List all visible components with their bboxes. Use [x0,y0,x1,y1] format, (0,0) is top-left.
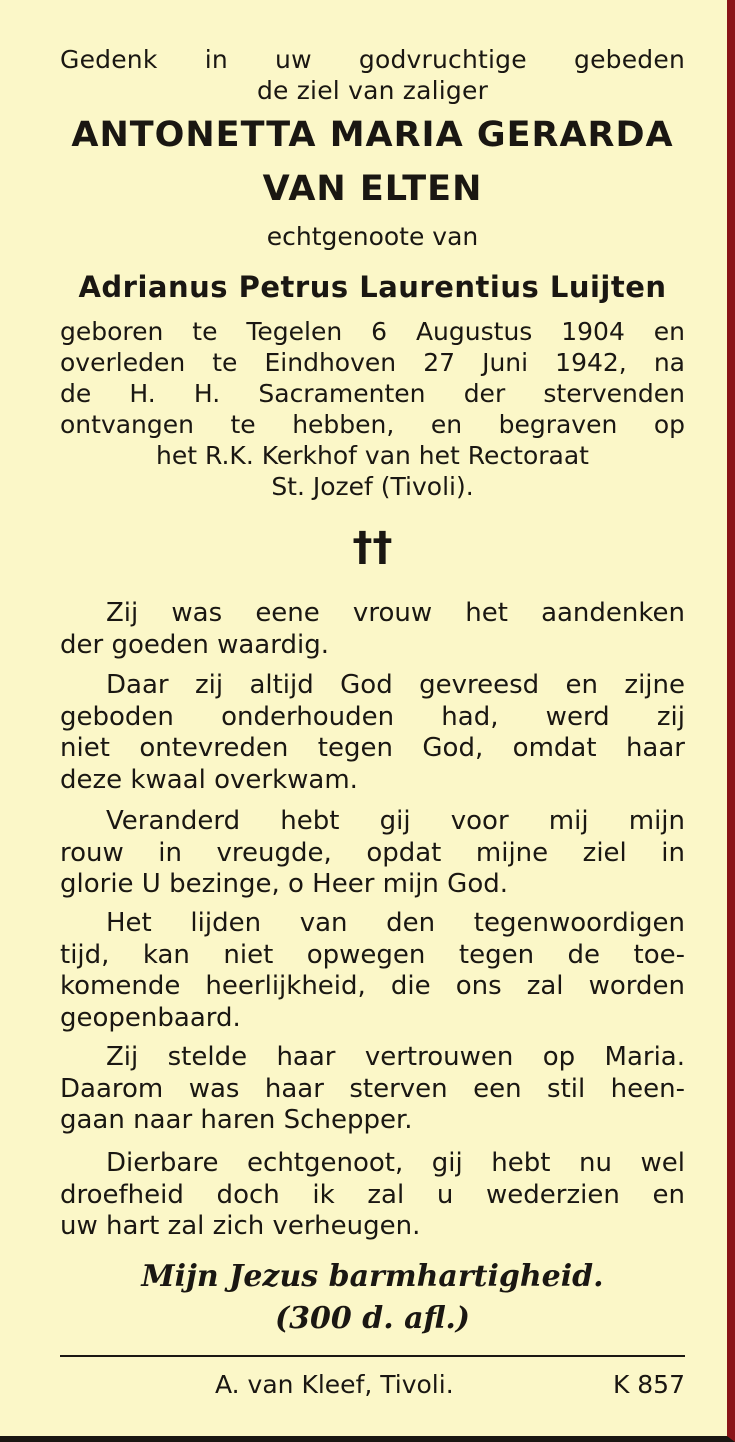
intro-line-2: de ziel van zaliger [256,76,489,105]
verse-2 [60,670,685,796]
verse-line: rouw in vreugde, opdat mijne ziel in [60,837,685,868]
verse-1 [60,598,685,661]
prayer [60,1256,685,1340]
prayer-line-1: Mijn Jezus barmhartigheid. [141,1259,604,1294]
verse-line: Daar zij altijd God gevreesd en zijne [106,670,685,700]
biography-line: geboren te Tegelen 6 Augustus 1904 en [60,317,685,346]
biography-line: St. Jozef (Tivoli). [271,472,474,501]
card-code: K 857 [612,1370,685,1399]
deceased-name-line-2: VAN ELTEN [262,169,483,209]
verse-line: deze kwaal overkwam. [60,764,358,795]
prayer-line-2: (300 d. afl.) [274,1301,470,1336]
verse-5 [60,1042,685,1137]
verse-line: Zij was eene vrouw het aandenken [106,598,685,628]
verse-line: Het lijden van den tegenwoordigen [106,908,685,938]
spouse-name: Adrianus Petrus Laurentius Luijten [78,270,667,304]
biography-line: ontvangen te hebben, en begraven op [60,410,685,439]
divider [60,1355,685,1357]
verse-line: Veranderd hebt gij voor mij mijn [106,806,685,836]
verse-line: Daarom was haar sterven een stil heen- [60,1073,685,1104]
biography-line: de H. H. Sacramenten der stervenden [60,379,685,408]
verse-line: niet ontevreden tegen God, omdat haar [60,733,685,763]
verse-line: geboden onderhouden had, werd zij [60,701,685,732]
verse-line: uw hart zal zich verheugen. [60,1211,421,1241]
verse-3 [60,806,685,901]
verse-line: Dierbare echtgenoot, gij hebt nu wel [106,1148,685,1178]
card-content [60,0,685,1436]
spouse-intro: echtgenoote van [266,222,479,251]
verse-line: geopenbaard. [60,1002,241,1033]
verse-6 [60,1148,685,1243]
verse-4 [60,908,685,1034]
verse-line: gaan naar haren Schepper. [60,1105,413,1135]
verse-line: droefheid doch ik zal u wederzien en [60,1179,685,1210]
crosses-icon: †† [352,524,393,570]
deceased-name-line-1: ANTONETTA MARIA GERARDA [71,115,674,155]
printer-credit: A. van Kleef, Tivoli. [215,1370,454,1399]
biography-line: het R.K. Kerkhof van het Rectoraat [156,441,589,470]
intro-text [60,44,685,106]
verse-line: Zij stelde haar vertrouwen op Maria. [106,1042,685,1072]
intro-line-1: Gedenk in uw godvruchtige gebeden [60,45,685,74]
verse-line: glorie U bezinge, o Heer mijn God. [60,869,508,899]
biography [60,316,685,502]
verse-line: komende heerlijkheid, die ons zal worden [60,971,685,1001]
verse-line: der goeden waardig. [60,629,329,660]
biography-line: overleden te Eindhoven 27 Juni 1942, na [60,348,685,377]
verse-line: tijd, kan niet opwegen tegen de toe- [60,939,685,970]
